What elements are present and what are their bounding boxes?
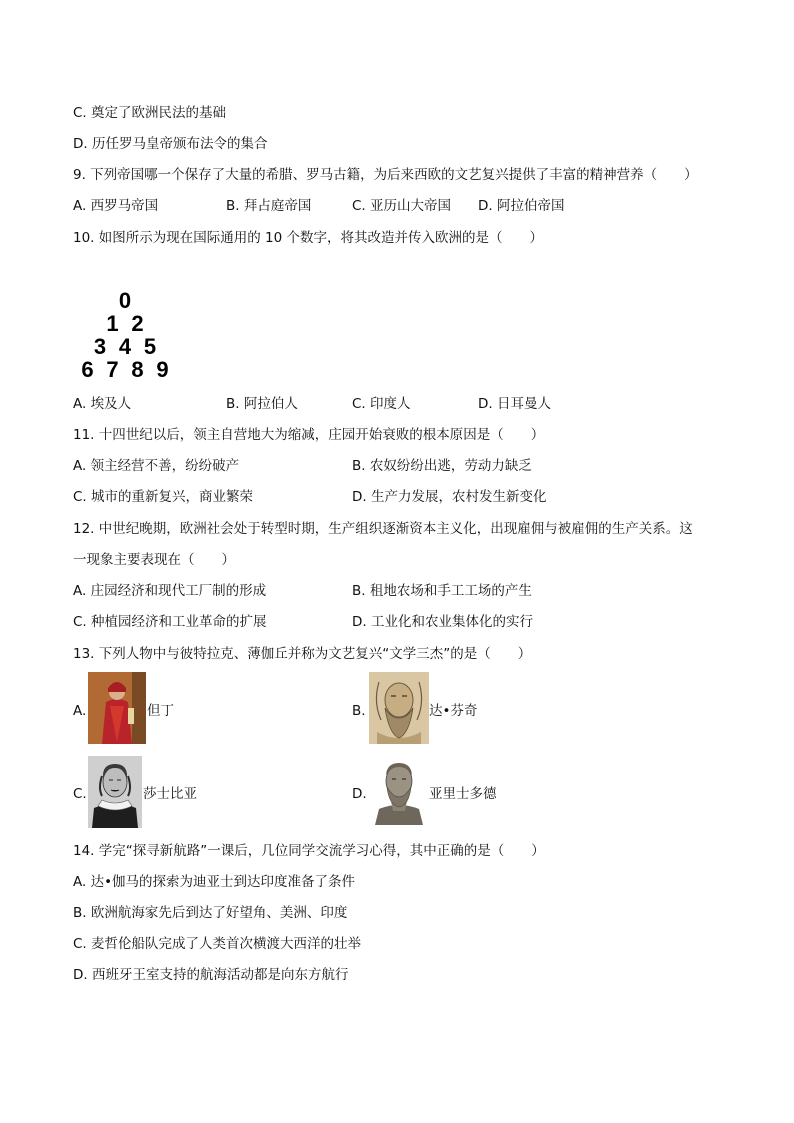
q13-option-b-letter: B. — [352, 703, 366, 719]
digit: 2 — [131, 311, 144, 336]
digit: 4 — [118, 334, 132, 359]
digit: 9 — [156, 357, 169, 382]
digit: 0 — [118, 288, 132, 313]
shakespeare-portrait-icon — [88, 756, 142, 828]
q11-option-a: A. 领主经营不善，纷纷破产 — [73, 458, 240, 474]
digit: 7 — [106, 357, 119, 382]
q12-option-a: A. 庄园经济和现代工厂制的形成 — [73, 583, 267, 599]
q13-option-a-name: 但丁 — [147, 703, 174, 719]
q10-option-c: C. 印度人 — [352, 396, 411, 412]
digit-row — [70, 359, 180, 382]
digit-row — [70, 336, 180, 359]
q14-stem: 14. 学完“探寻新航路”一课后，几位同学交流学习心得，其中正确的是（ ） — [73, 843, 545, 859]
q13-option-c-name: 莎士比亚 — [143, 786, 197, 802]
digit: 6 — [81, 357, 94, 382]
q11-option-c: C. 城市的重新复兴，商业繁荣 — [73, 489, 254, 505]
q13-option-c-letter: C. — [73, 786, 87, 802]
q14-option-a: A. 达•伽马的探索为迪亚士到达印度准备了条件 — [73, 874, 356, 890]
aristotle-bust-icon — [369, 757, 429, 825]
q9-option-b: B. 拜占庭帝国 — [226, 198, 312, 214]
q12-option-d: D. 工业化和农业集体化的实行 — [352, 614, 533, 630]
q12-stem-line1: 12. 中世纪晚期，欧洲社会处于转型时期，生产组织逐渐资本主义化，出现雇佣与被雇佣的生产关系。这 — [73, 521, 693, 537]
digit-row — [70, 290, 180, 313]
q11-option-b: B. 农奴纷纷出逃，劳动力缺乏 — [352, 458, 532, 474]
q12-option-c: C. 种植园经济和工业革命的扩展 — [73, 614, 267, 630]
digit-row — [70, 313, 180, 336]
digit: 8 — [131, 357, 144, 382]
q12-option-b: B. 租地农场和手工工场的产生 — [352, 583, 532, 599]
digit: 5 — [143, 334, 157, 359]
q9-option-c: C. 亚历山大帝国 — [352, 198, 452, 214]
da-vinci-portrait-icon — [369, 672, 429, 744]
digit: 1 — [106, 311, 119, 336]
q13-option-d-letter: D. — [352, 786, 367, 802]
q14-option-d: D. 西班牙王室支持的航海活动都是向东方航行 — [73, 967, 349, 983]
q10-option-d: D. 日耳曼人 — [478, 396, 551, 412]
q9-stem: 9. 下列帝国哪一个保存了大量的希腊、罗马古籍，为后来西欧的文艺复兴提供了丰富的精神营养（ ） — [73, 167, 698, 183]
q9-option-a: A. 西罗马帝国 — [73, 198, 159, 214]
q13-option-a-letter: A. — [73, 703, 87, 719]
digit: 3 — [93, 334, 107, 359]
q10-stem: 10. 如图所示为现在国际通用的 10 个数字，将其改造并传入欧洲的是（ ） — [73, 230, 544, 246]
q13-option-b-name: 达•芬奇 — [429, 703, 478, 719]
q10-option-b: B. 阿拉伯人 — [226, 396, 298, 412]
q13-stem: 13. 下列人物中与彼特拉克、薄伽丘并称为文艺复兴“文学三杰”的是（ ） — [73, 646, 532, 662]
q11-option-d: D. 生产力发展，农村发生新变化 — [352, 489, 547, 505]
q8-option-d: D. 历任罗马皇帝颁布法令的集合 — [73, 136, 268, 152]
q11-stem: 11. 十四世纪以后，领主自营地大为缩减，庄园开始衰败的根本原因是（ ） — [73, 427, 545, 443]
q13-option-d-name: 亚里士多德 — [429, 786, 497, 802]
q14-option-b: B. 欧洲航海家先后到达了好望角、美洲、印度 — [73, 905, 348, 921]
q12-stem-line2: 一现象主要表现在（ ） — [73, 552, 235, 568]
q14-option-c: C. 麦哲伦船队完成了人类首次横渡大西洋的壮举 — [73, 936, 362, 952]
q9-option-d: D. 阿拉伯帝国 — [478, 198, 565, 214]
digit-triangle-figure — [70, 290, 180, 382]
q8-option-c: C. 奠定了欧洲民法的基础 — [73, 105, 227, 121]
q10-option-a: A. 埃及人 — [73, 396, 132, 412]
dante-portrait-icon — [88, 672, 146, 744]
